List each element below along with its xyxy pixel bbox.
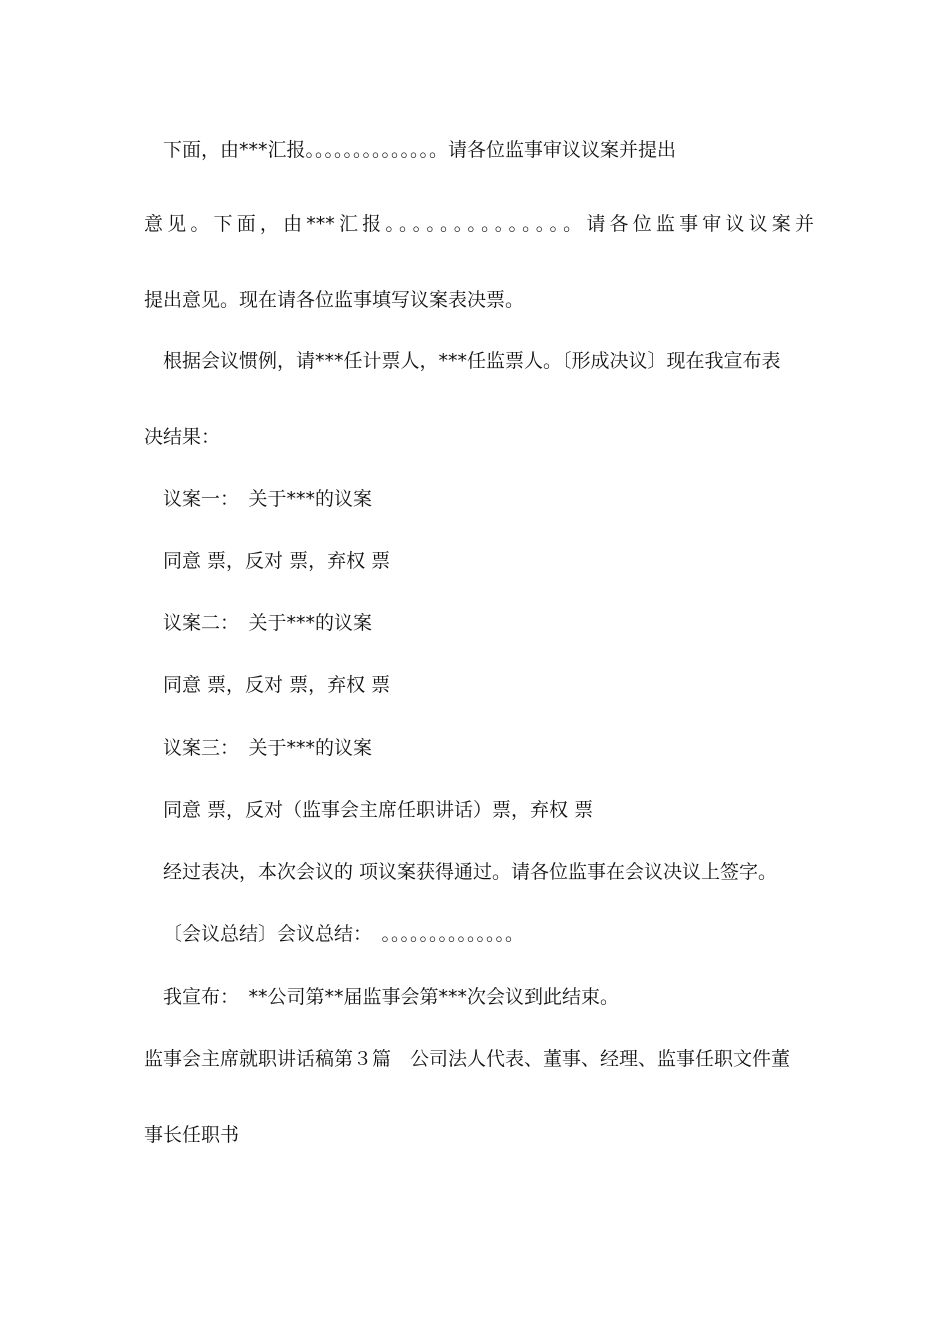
paragraph-line-1: 下面，由***汇报。。。。。。。。。。。。。。请各位监事审议议案并提出 [163,139,677,161]
next-article-line-2: 事长任职书 [144,1124,240,1146]
resolution-line: 经过表决，本次会议的 项议案获得通过。请各位监事在会议决议上签字。 [163,861,778,883]
closing-line: 我宣布： **公司第**届监事会第***次会议到此结束。 [163,986,620,1008]
motion-three-votes: 同意 票，反对（监事会主席任职讲话）票，弃权 票 [163,799,594,821]
paragraph-line-4: 根据会议惯例，请***任计票人，***任监票人。〔形成决议〕现在我宣布表 [163,350,781,372]
next-article-line-1: 监事会主席就职讲话稿第３篇 公司法人代表、董事、经理、监事任职文件董 [144,1048,791,1070]
paragraph-line-5: 决结果： [144,426,221,448]
summary-line: 〔会议总结〕会议总结： 。。。。。。。。。。。。。。 [163,923,525,945]
motion-three-title: 议案三： 关于***的议案 [163,737,373,759]
motion-one-votes: 同意 票，反对 票，弃权 票 [163,550,391,572]
paragraph-line-3: 提出意见。现在请各位监事填写议案表决票。 [144,289,525,311]
motion-one-title: 议案一： 关于***的议案 [163,488,373,510]
paragraph-line-2: 意见。下面，由***汇报。。。。。。。。。。。。。。请各位监事审议议案并 [144,213,814,235]
motion-two-title: 议案二： 关于***的议案 [163,612,373,634]
motion-two-votes: 同意 票，反对 票，弃权 票 [163,674,391,696]
